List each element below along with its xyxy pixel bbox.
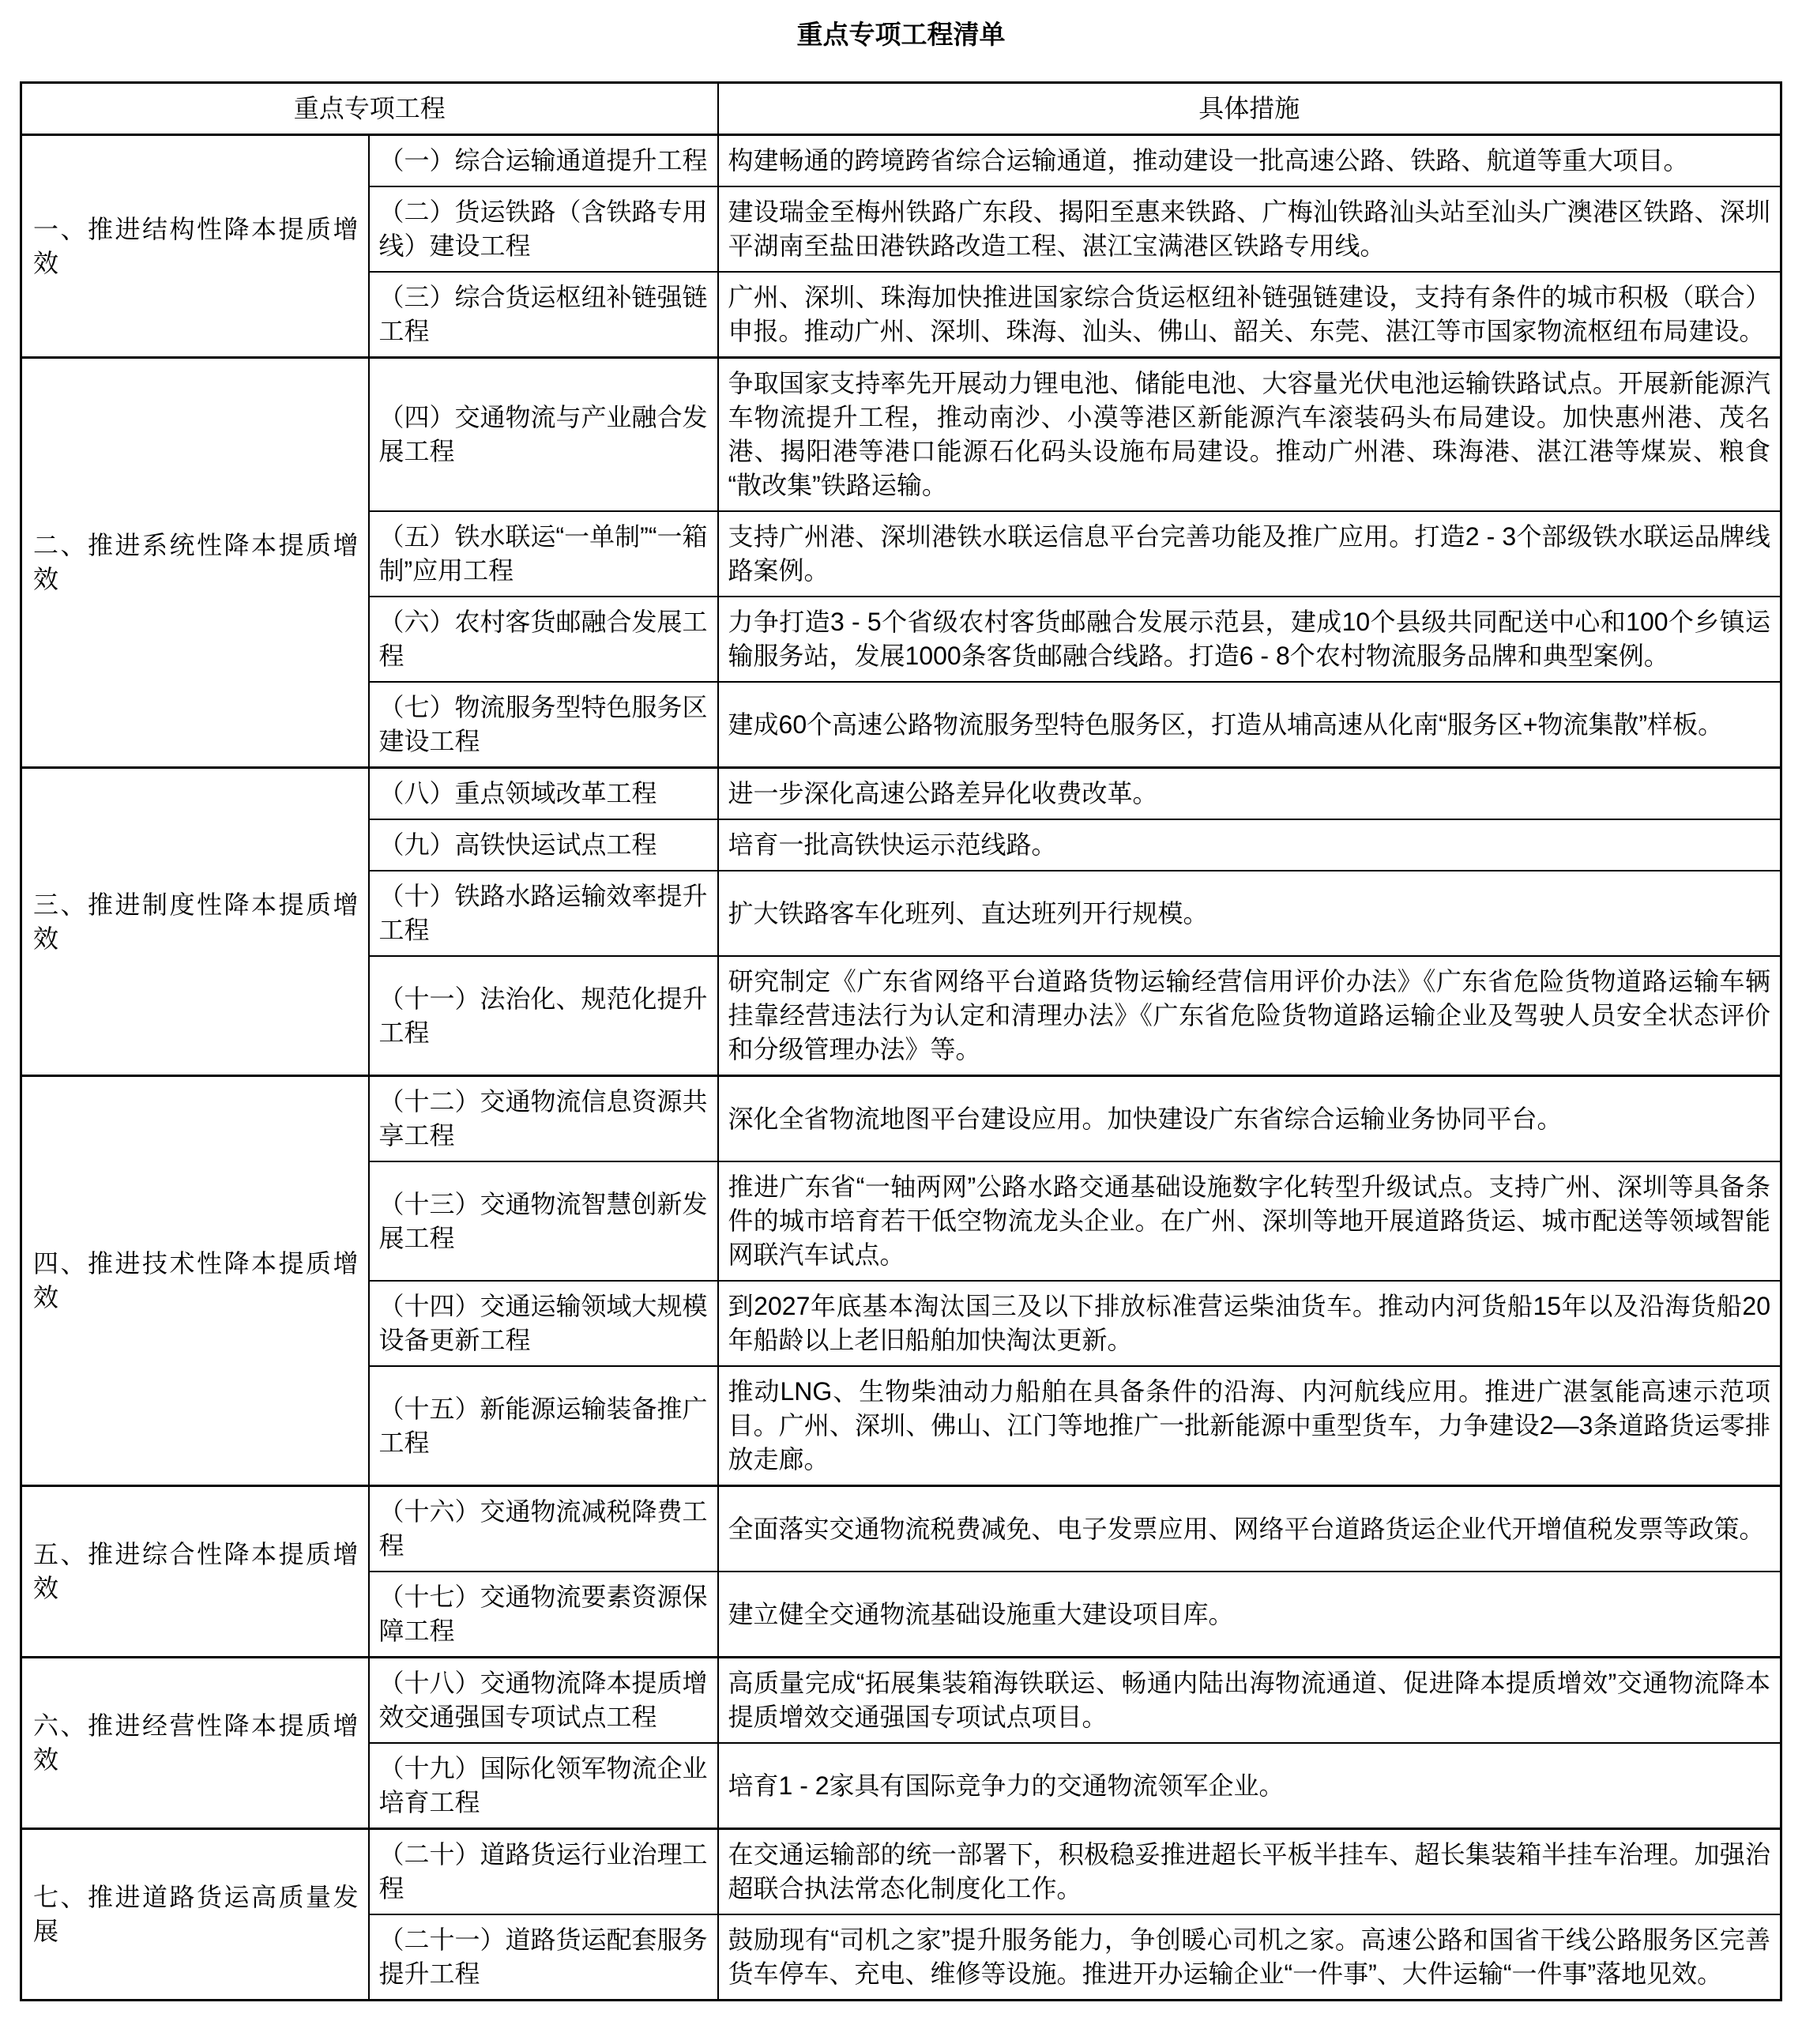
project-cell: （六）农村客货邮融合发展工程 [369, 597, 718, 682]
measure-cell: 在交通运输部的统一部署下，积极稳妥推进超长平板半挂车、超长集装箱半挂车治理。加强治超联合执法常态化制度化工作。 [718, 1829, 1781, 1915]
category-cell: 一、推进结构性降本提质增效 [21, 135, 369, 358]
category-cell: 四、推进技术性降本提质增效 [21, 1076, 369, 1486]
table-row [21, 1658, 1781, 1744]
measure-cell: 进一步深化高速公路差异化收费改革。 [718, 768, 1781, 820]
page-title: 重点专项工程清单 [796, 20, 1006, 49]
project-cell: （五）铁水联运“一单制”“一箱制”应用工程 [369, 511, 718, 597]
header-cell-measures: 具体措施 [718, 83, 1781, 135]
project-cell: （七）物流服务型特色服务区建设工程 [369, 682, 718, 768]
measure-cell: 力争打造3 - 5个省级农村客货邮融合发展示范县，建成10个县级共同配送中心和100个乡镇运输服务站，发展1000条客货邮融合线路。打造6 - 8个农村物流服务品牌和典型案例。 [718, 597, 1781, 682]
project-cell: （十五）新能源运输装备推广工程 [369, 1366, 718, 1486]
measure-cell: 推动LNG、生物柴油动力船舶在具备条件的沿海、内河航线应用。推进广湛氢能高速示范项目。广州、深圳、佛山、江门等地推广一批新能源中重型货车，力争建设2—3条道路货运零排放走廊。 [718, 1366, 1781, 1486]
measure-cell: 构建畅通的跨境跨省综合运输通道，推动建设一批高速公路、铁路、航道等重大项目。 [718, 135, 1781, 187]
project-cell: （三）综合货运枢纽补链强链工程 [369, 272, 718, 358]
project-cell: （二）货运铁路（含铁路专用线）建设工程 [369, 186, 718, 272]
measure-cell: 全面落实交通物流税费减免、电子发票应用、网络平台道路货运企业代开增值税发票等政策。 [718, 1486, 1781, 1572]
measure-cell: 广州、深圳、珠海加快推进国家综合货运枢纽补链强链建设，支持有条件的城市积极（联合）申报。推动广州、深圳、珠海、汕头、佛山、韶关、东莞、湛江等市国家物流枢纽布局建设。 [718, 272, 1781, 358]
table-row [21, 1076, 1781, 1162]
measure-cell: 建成60个高速公路物流服务型特色服务区，打造从埔高速从化南“服务区+物流集散”样板。 [718, 682, 1781, 768]
key-projects-table [20, 81, 1782, 2001]
measure-cell: 扩大铁路客车化班列、直达班列开行规模。 [718, 871, 1781, 956]
measure-cell: 培育1 - 2家具有国际竞争力的交通物流领军企业。 [718, 1743, 1781, 1829]
measure-cell: 支持广州港、深圳港铁水联运信息平台完善功能及推广应用。打造2 - 3个部级铁水联运品牌线路案例。 [718, 511, 1781, 597]
measure-cell: 争取国家支持率先开展动力锂电池、储能电池、大容量光伏电池运输铁路试点。开展新能源汽车物流提升工程，推动南沙、小漠等港区新能源汽车滚装码头布局建设。加快惠州港、茂名港、揭阳港等港口能源石化码头设施布局建设。推动广州港、珠海港、湛江港等煤炭、粮食“散改集”铁路运输。 [718, 358, 1781, 512]
project-cell: （十三）交通物流智慧创新发展工程 [369, 1161, 718, 1281]
table-row [21, 1829, 1781, 1915]
measure-cell: 鼓励现有“司机之家”提升服务能力，争创暖心司机之家。高速公路和国省干线公路服务区完善货车停车、充电、维修等设施。推进开办运输企业“一件事”、大件运输“一件事”落地见效。 [718, 1914, 1781, 2001]
measure-cell: 培育一批高铁快运示范线路。 [718, 819, 1781, 871]
measure-cell: 深化全省物流地图平台建设应用。加快建设广东省综合运输业务协同平台。 [718, 1076, 1781, 1162]
project-cell: （八）重点领域改革工程 [369, 768, 718, 820]
project-cell: （十四）交通运输领域大规模设备更新工程 [369, 1281, 718, 1366]
project-cell: （十六）交通物流减税降费工程 [369, 1486, 718, 1572]
project-cell: （十）铁路水路运输效率提升工程 [369, 871, 718, 956]
table-body [21, 135, 1781, 2001]
measure-cell: 建立健全交通物流基础设施重大建设项目库。 [718, 1572, 1781, 1658]
project-cell: （十八）交通物流降本提质增效交通强国专项试点工程 [369, 1658, 718, 1744]
project-cell: （二十一）道路货运配套服务提升工程 [369, 1914, 718, 2001]
measure-cell: 到2027年底基本淘汰国三及以下排放标准营运柴油货车。推动内河货船15年以及沿海货船20年船龄以上老旧船舶加快淘汰更新。 [718, 1281, 1781, 1366]
project-cell: （九）高铁快运试点工程 [369, 819, 718, 871]
measure-cell: 推进广东省“一轴两网”公路水路交通基础设施数字化转型升级试点。支持广州、深圳等具备条件的城市培育若干低空物流龙头企业。在广州、深圳等地开展道路货运、城市配送等领域智能网联汽车试点。 [718, 1161, 1781, 1281]
header-row [21, 83, 1781, 135]
project-cell: （十七）交通物流要素资源保障工程 [369, 1572, 718, 1658]
category-cell: 七、推进道路货运高质量发展 [21, 1829, 369, 2001]
table-header [21, 83, 1781, 135]
measure-cell: 建设瑞金至梅州铁路广东段、揭阳至惠来铁路、广梅汕铁路汕头站至汕头广澳港区铁路、深圳平湖南至盐田港铁路改造工程、湛江宝满港区铁路专用线。 [718, 186, 1781, 272]
measure-cell: 高质量完成“拓展集装箱海铁联运、畅通内陆出海物流通道、促进降本提质增效”交通物流降本提质增效交通强国专项试点项目。 [718, 1658, 1781, 1744]
category-cell: 五、推进综合性降本提质增效 [21, 1486, 369, 1658]
project-cell: （十二）交通物流信息资源共享工程 [369, 1076, 718, 1162]
table-row [21, 768, 1781, 820]
category-cell: 三、推进制度性降本提质增效 [21, 768, 369, 1076]
table-row [21, 358, 1781, 512]
measure-cell: 研究制定《广东省网络平台道路货物运输经营信用评价办法》《广东省危险货物道路运输车辆挂靠经营违法行为认定和清理办法》《广东省危险货物道路运输企业及驾驶人员安全状态评价和分级管理办法》等。 [718, 956, 1781, 1076]
category-cell: 六、推进经营性降本提质增效 [21, 1658, 369, 1829]
project-cell: （四）交通物流与产业融合发展工程 [369, 358, 718, 512]
header-cell-projects: 重点专项工程 [21, 83, 718, 135]
project-cell: （二十）道路货运行业治理工程 [369, 1829, 718, 1915]
project-cell: （一）综合运输通道提升工程 [369, 135, 718, 187]
category-cell: 二、推进系统性降本提质增效 [21, 358, 369, 768]
table-row [21, 135, 1781, 187]
table-row [21, 1486, 1781, 1572]
project-cell: （十九）国际化领军物流企业培育工程 [369, 1743, 718, 1829]
project-cell: （十一）法治化、规范化提升工程 [369, 956, 718, 1076]
